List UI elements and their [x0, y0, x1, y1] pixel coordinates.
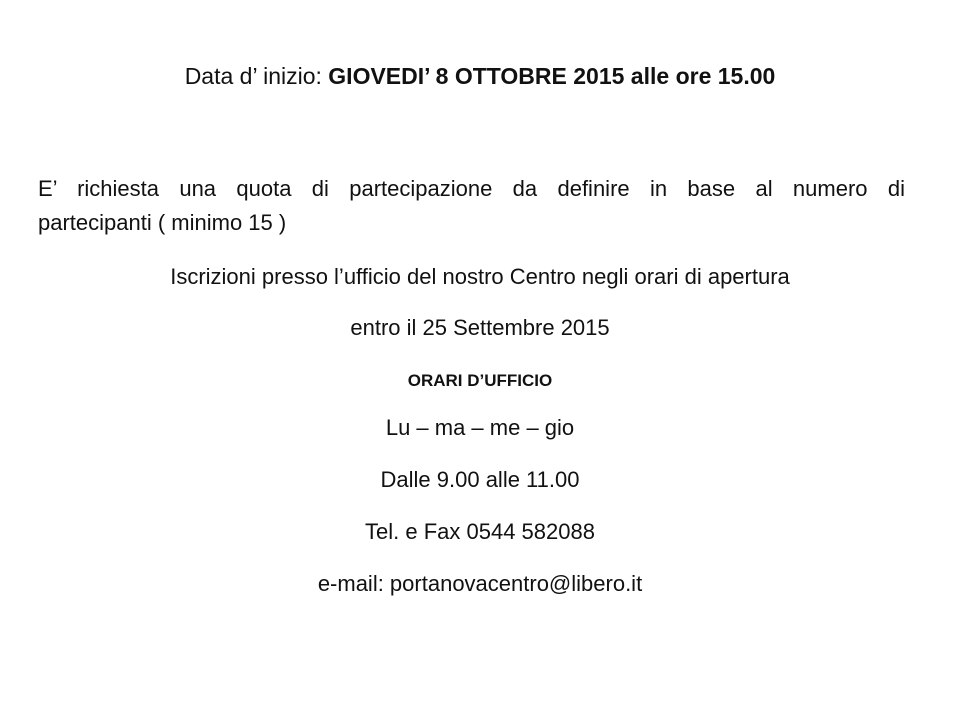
start-date-line	[0, 62, 960, 90]
start-date-value: GIOVEDI’ 8 OTTOBRE 2015 alle ore 15.00	[328, 63, 776, 89]
email-address: e-mail: portanovacentro@libero.it	[317, 571, 643, 596]
office-hours: Dalle 9.00 alle 11.00	[380, 467, 580, 492]
registration-deadline: entro il 25 Settembre 2015	[350, 315, 610, 340]
quota-text-line-2: partecipanti ( minimo 15 )	[38, 210, 287, 235]
office-days: Lu – ma – me – gio	[385, 415, 575, 440]
quota-text-line-1: E’ richiesta una quota di partecipazione da definire in base al numero di	[38, 176, 905, 201]
registration-text: Iscrizioni presso l’ufficio del nostro Centro negli orari di apertura	[170, 264, 790, 289]
office-hours-heading: ORARI D’UFFICIO	[407, 371, 553, 390]
phone-fax: Tel. e Fax 0544 582088	[365, 519, 595, 544]
start-date-label: Data d’ inizio:	[184, 63, 329, 89]
